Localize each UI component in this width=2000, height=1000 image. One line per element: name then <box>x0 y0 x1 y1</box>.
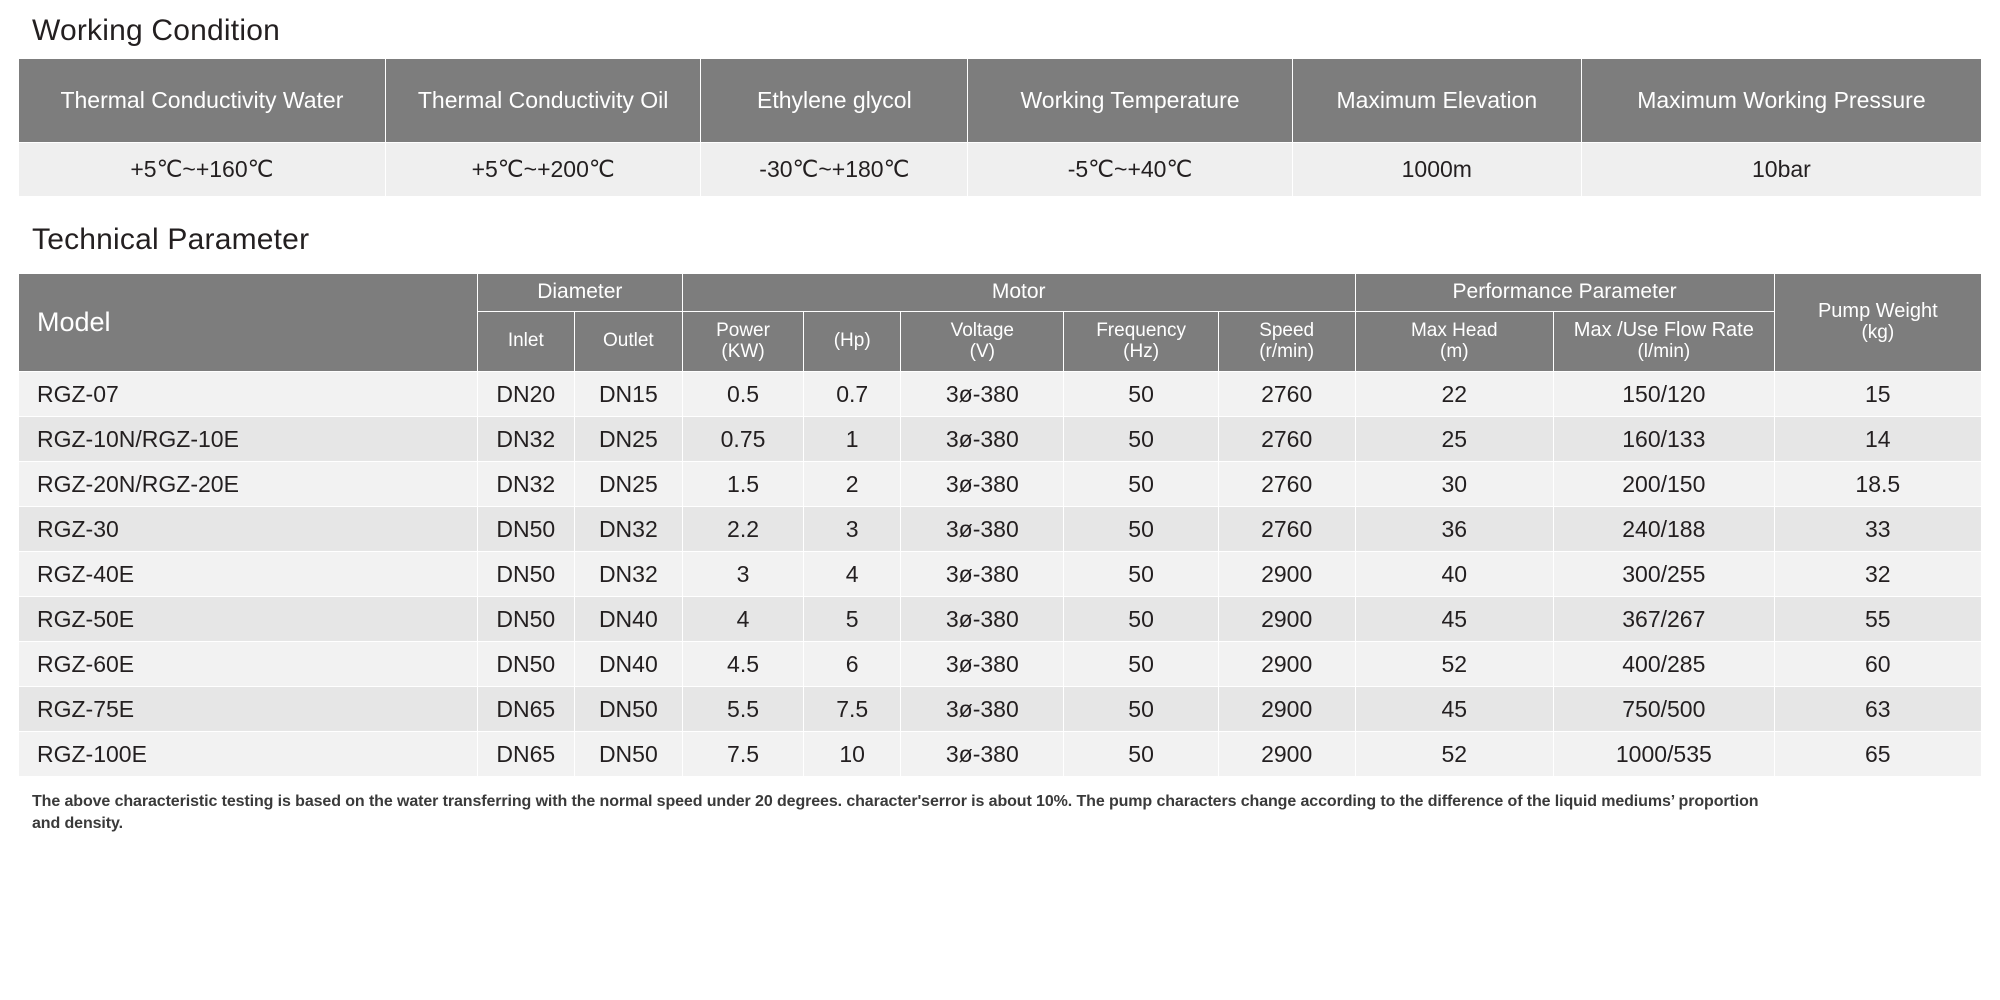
cell-inlet: DN50 <box>477 507 574 552</box>
cell-outlet: DN32 <box>574 507 682 552</box>
cell-outlet: DN40 <box>574 597 682 642</box>
cell-hp: 6 <box>804 642 901 687</box>
cell-max-head: 30 <box>1355 462 1554 507</box>
cell-flow-rate: 750/500 <box>1554 687 1775 732</box>
cell-voltage: 3ø-380 <box>901 462 1064 507</box>
value-thermal-conductivity-water: +5℃~+160℃ <box>19 143 386 197</box>
header-ethylene-glycol: Ethylene glycol <box>701 59 968 143</box>
table-row <box>19 687 1982 732</box>
cell-voltage: 3ø-380 <box>901 372 1064 417</box>
cell-flow-rate: 400/285 <box>1554 642 1775 687</box>
table-row <box>19 642 1982 687</box>
cell-weight: 14 <box>1774 417 1981 462</box>
header-pump-weight-unit: (kg) <box>1861 322 1895 344</box>
value-ethylene-glycol: -30℃~+180℃ <box>701 143 968 197</box>
cell-hp: 10 <box>804 732 901 777</box>
table-row <box>19 462 1982 507</box>
cell-flow-rate: 300/255 <box>1554 552 1775 597</box>
cell-max-head: 52 <box>1355 642 1554 687</box>
cell-max-head: 52 <box>1355 732 1554 777</box>
cell-voltage: 3ø-380 <box>901 552 1064 597</box>
cell-weight: 15 <box>1774 372 1981 417</box>
header-flow-rate <box>1554 312 1775 372</box>
cell-speed: 2760 <box>1218 507 1355 552</box>
header-hp: (Hp) <box>804 312 901 372</box>
header-frequency-unit: (Hz) <box>1123 340 1160 362</box>
header-power-label: Power <box>716 319 770 341</box>
cell-hp: 3 <box>804 507 901 552</box>
table-row <box>19 143 1982 197</box>
header-voltage <box>901 312 1064 372</box>
table-header-row <box>19 59 1982 143</box>
cell-outlet: DN32 <box>574 552 682 597</box>
cell-speed: 2900 <box>1218 552 1355 597</box>
cell-outlet: DN25 <box>574 417 682 462</box>
cell-max-head: 45 <box>1355 597 1554 642</box>
cell-speed: 2900 <box>1218 732 1355 777</box>
cell-speed: 2760 <box>1218 462 1355 507</box>
header-power-unit: (KW) <box>721 340 765 362</box>
header-pump-weight <box>1774 274 1981 372</box>
cell-speed: 2900 <box>1218 597 1355 642</box>
header-voltage-unit: (V) <box>969 340 995 362</box>
cell-inlet: DN65 <box>477 732 574 777</box>
cell-flow-rate: 367/267 <box>1554 597 1775 642</box>
cell-flow-rate: 160/133 <box>1554 417 1775 462</box>
cell-frequency: 50 <box>1064 507 1218 552</box>
cell-voltage: 3ø-380 <box>901 642 1064 687</box>
cell-power: 2.2 <box>682 507 803 552</box>
cell-outlet: DN50 <box>574 687 682 732</box>
header-thermal-conductivity-water: Thermal Conductivity Water <box>19 59 386 143</box>
cell-flow-rate: 150/120 <box>1554 372 1775 417</box>
cell-outlet: DN50 <box>574 732 682 777</box>
cell-voltage: 3ø-380 <box>901 507 1064 552</box>
header-frequency-label: Frequency <box>1096 319 1186 341</box>
table-row <box>19 552 1982 597</box>
cell-weight: 63 <box>1774 687 1981 732</box>
cell-weight: 18.5 <box>1774 462 1981 507</box>
cell-power: 0.75 <box>682 417 803 462</box>
technical-parameter-title: Technical Parameter <box>32 223 310 256</box>
value-maximum-working-pressure: 10bar <box>1581 143 1981 197</box>
table-group-header-row <box>19 274 1982 312</box>
cell-max-head: 25 <box>1355 417 1554 462</box>
header-voltage-label: Voltage <box>950 319 1014 341</box>
header-pump-weight-label: Pump Weight <box>1817 300 1938 323</box>
header-thermal-conductivity-oil: Thermal Conductivity Oil <box>385 59 701 143</box>
header-model: Model <box>19 274 478 372</box>
cell-voltage: 3ø-380 <box>901 417 1064 462</box>
header-flow-rate-label: Max /Use Flow Rate <box>1573 319 1754 342</box>
cell-power: 1.5 <box>682 462 803 507</box>
cell-speed: 2760 <box>1218 417 1355 462</box>
cell-model: RGZ-20N/RGZ-20E <box>19 462 478 507</box>
cell-flow-rate: 240/188 <box>1554 507 1775 552</box>
cell-power: 7.5 <box>682 732 803 777</box>
header-inlet: Inlet <box>477 312 574 372</box>
cell-frequency: 50 <box>1064 687 1218 732</box>
cell-inlet: DN50 <box>477 642 574 687</box>
cell-outlet: DN25 <box>574 462 682 507</box>
cell-speed: 2760 <box>1218 372 1355 417</box>
value-working-temperature: -5℃~+40℃ <box>968 143 1293 197</box>
cell-frequency: 50 <box>1064 372 1218 417</box>
cell-model: RGZ-60E <box>19 642 478 687</box>
cell-inlet: DN50 <box>477 597 574 642</box>
cell-model: RGZ-40E <box>19 552 478 597</box>
header-max-head-label: Max Head <box>1410 319 1498 341</box>
cell-hp: 4 <box>804 552 901 597</box>
header-power <box>682 312 803 372</box>
cell-power: 0.5 <box>682 372 803 417</box>
cell-hp: 7.5 <box>804 687 901 732</box>
cell-inlet: DN32 <box>477 462 574 507</box>
cell-frequency: 50 <box>1064 597 1218 642</box>
header-outlet: Outlet <box>574 312 682 372</box>
header-maximum-working-pressure: Maximum Working Pressure <box>1581 59 1981 143</box>
table-row <box>19 372 1982 417</box>
cell-outlet: DN40 <box>574 642 682 687</box>
table-row <box>19 732 1982 777</box>
cell-weight: 32 <box>1774 552 1981 597</box>
cell-inlet: DN65 <box>477 687 574 732</box>
cell-max-head: 36 <box>1355 507 1554 552</box>
cell-weight: 60 <box>1774 642 1981 687</box>
cell-outlet: DN15 <box>574 372 682 417</box>
cell-voltage: 3ø-380 <box>901 732 1064 777</box>
cell-model: RGZ-30 <box>19 507 478 552</box>
cell-frequency: 50 <box>1064 642 1218 687</box>
header-working-temperature: Working Temperature <box>968 59 1293 143</box>
cell-model: RGZ-100E <box>19 732 478 777</box>
cell-frequency: 50 <box>1064 462 1218 507</box>
header-maximum-elevation: Maximum Elevation <box>1292 59 1581 143</box>
header-flow-rate-unit: (l/min) <box>1637 341 1691 363</box>
cell-model: RGZ-10N/RGZ-10E <box>19 417 478 462</box>
header-group-diameter: Diameter <box>477 274 682 312</box>
value-thermal-conductivity-oil: +5℃~+200℃ <box>385 143 701 197</box>
table-row <box>19 507 1982 552</box>
value-maximum-elevation: 1000m <box>1292 143 1581 197</box>
header-group-performance-parameter: Performance Parameter <box>1355 274 1774 312</box>
cell-hp: 1 <box>804 417 901 462</box>
cell-hp: 0.7 <box>804 372 901 417</box>
cell-weight: 33 <box>1774 507 1981 552</box>
table-row <box>19 417 1982 462</box>
cell-model: RGZ-07 <box>19 372 478 417</box>
cell-model: RGZ-75E <box>19 687 478 732</box>
cell-power: 4.5 <box>682 642 803 687</box>
working-condition-title: Working Condition <box>32 14 280 47</box>
working-condition-table <box>18 58 1982 197</box>
table-row <box>19 597 1982 642</box>
cell-voltage: 3ø-380 <box>901 597 1064 642</box>
cell-flow-rate: 200/150 <box>1554 462 1775 507</box>
cell-max-head: 45 <box>1355 687 1554 732</box>
cell-max-head: 40 <box>1355 552 1554 597</box>
footnote-text: The above characteristic testing is based on the water transferring with the normal speed under 20 degrees. character'serror is about 10%. The pump characters change according to the difference of the liquid mediums’ proportion and density. <box>32 793 1759 832</box>
technical-parameter-table <box>18 273 1982 777</box>
header-speed-unit: (r/min) <box>1259 340 1315 362</box>
cell-power: 4 <box>682 597 803 642</box>
cell-flow-rate: 1000/535 <box>1554 732 1775 777</box>
header-group-motor: Motor <box>682 274 1355 312</box>
header-frequency <box>1064 312 1218 372</box>
header-max-head <box>1355 312 1554 372</box>
cell-weight: 55 <box>1774 597 1981 642</box>
cell-frequency: 50 <box>1064 732 1218 777</box>
cell-power: 5.5 <box>682 687 803 732</box>
technical-parameter-body <box>19 372 1982 777</box>
cell-frequency: 50 <box>1064 417 1218 462</box>
cell-speed: 2900 <box>1218 642 1355 687</box>
cell-frequency: 50 <box>1064 552 1218 597</box>
cell-hp: 5 <box>804 597 901 642</box>
cell-weight: 65 <box>1774 732 1981 777</box>
cell-inlet: DN32 <box>477 417 574 462</box>
cell-inlet: DN50 <box>477 552 574 597</box>
cell-hp: 2 <box>804 462 901 507</box>
cell-speed: 2900 <box>1218 687 1355 732</box>
cell-voltage: 3ø-380 <box>901 687 1064 732</box>
cell-power: 3 <box>682 552 803 597</box>
header-speed <box>1218 312 1355 372</box>
cell-max-head: 22 <box>1355 372 1554 417</box>
cell-model: RGZ-50E <box>19 597 478 642</box>
header-max-head-unit: (m) <box>1440 340 1469 362</box>
cell-inlet: DN20 <box>477 372 574 417</box>
header-speed-label: Speed <box>1259 319 1315 341</box>
